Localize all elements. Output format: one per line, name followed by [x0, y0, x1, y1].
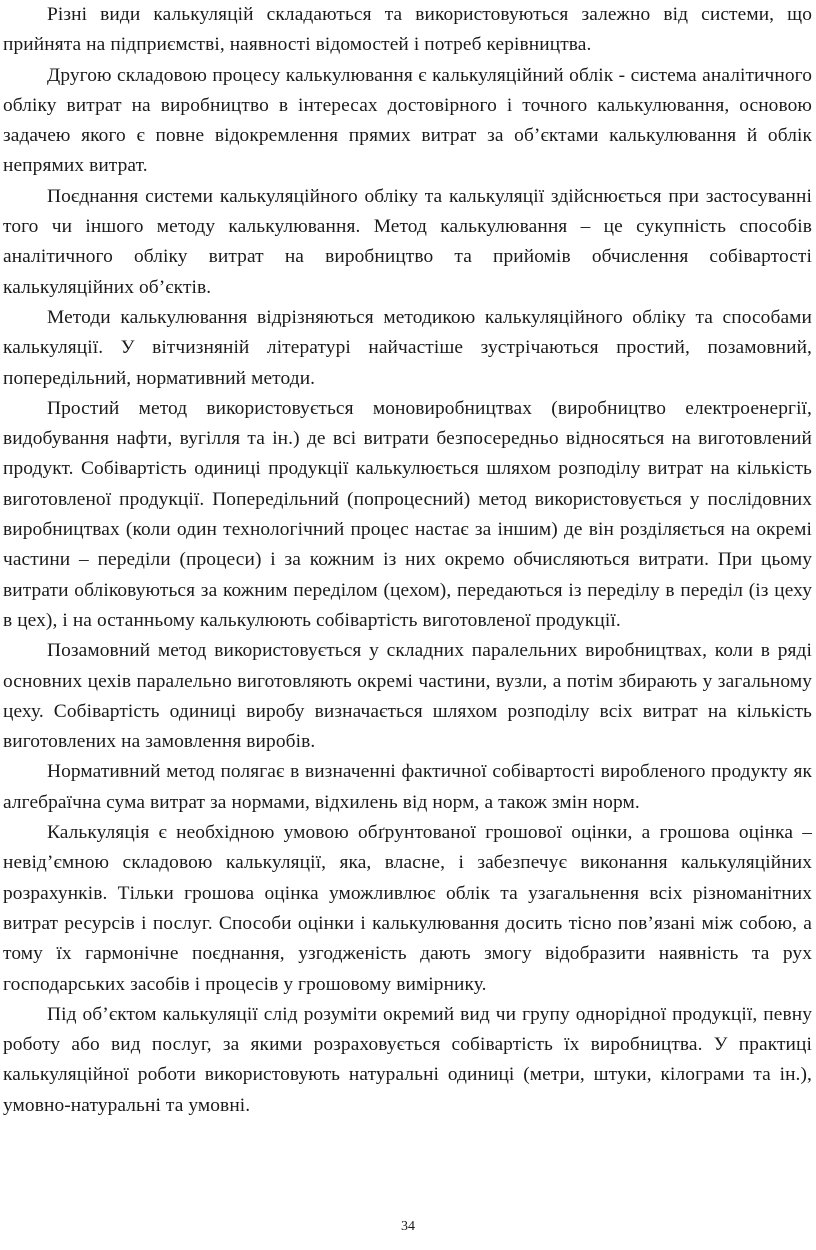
paragraph-methods-overview: Методи калькулювання відрізняються методикою калькуляційного обліку та способами калькуляції. У вітчизняній літературі найчастіше зустрічаються простий, позамовний, попередільний, нормативний методи. [3, 306, 812, 389]
body-text [3, 0, 812, 1121]
paragraph-costing-accounting: Другою складовою процесу калькулювання є калькуляційний облік - система аналітичного обліку витрат на виробництво в інтересах достовірного і точного калькулювання, основою задачею якого є повне відокремлення прямих витрат за об’єктами калькулювання й облік непрямих витрат. [3, 64, 812, 177]
paragraph-simple-and-process-methods: Простий метод використовується моновиробництвах (виробництво електроенергії, видобування нафти, вугілля та ін.) де всі витрати безпосередньо відносяться на виготовлений продукт. Собівартість одиниці продукції калькулюється шляхом розподілу витрат на кількість виготовленої продукції. Попередільний (попроцесний) метод використовується у послідовних виробництвах (коли один технологічний процес настає за іншим) де він розділяється на окремі частини – переділи (процеси) і за кожним із них окремо обчисляються витрати. При цьому витрати обліковуються за кожним переділом (цехом), передаються із переділу в переділ (із цеху в цех), і на останньому калькулюють собівартість виготовленої продукції. [3, 397, 812, 631]
paragraph-normative-method: Нормативний метод полягає в визначенні фактичної собівартості виробленого продукту як алгебраїчна сума витрат за нормами, відхилень від норм, а також змін норм. [3, 761, 812, 813]
paragraph-job-order-method: Позамовний метод використовується у складних паралельних виробництвах, коли в ряді основних цехів паралельно виготовляють окремі частини, вузли, а потім збирають у загальному цеху. Собівартість одиниці виробу визначається шляхом розподілу всіх витрат на кількість виготовлених на замовлення виробів. [3, 640, 812, 753]
paragraph-calculation-object: Під об’єктом калькуляції слід розуміти окремий вид чи групу однорідної продукції, певну роботу або вид послуг, за якими розраховується собівартість їх виробництва. У практиці калькуляційної роботи використовують натуральні одиниці (метри, штуки, кілограми та ін.), умовно-натуральні та умовні. [3, 1003, 812, 1116]
paragraph-costing-method-definition: Поєднання системи калькуляційного обліку та калькуляції здійснюється при застосуванні того чи іншого методу калькулювання. Метод калькулювання – це сукупність способів аналітичного обліку витрат на виробництво та прийомів обчислення собівартості калькуляційних об’єктів. [3, 185, 812, 298]
page-number: 34 [401, 1219, 415, 1234]
paragraph-monetary-valuation: Калькуляція є необхідною умовою обґрунтованої грошової оцінки, а грошова оцінка – невід’ємною складовою калькуляції, яка, власне, і забезпечує виконання калькуляційних розрахунків. Тільки грошова оцінка уможливлює облік та узагальнення всіх різноманітних витрат ресурсів і послуг. Способи оцінки і калькулювання досить тісно пов’язані між собою, а тому їх гармонічне поєднання, узгодженість дають змогу відобразити наявність та рух господарських засобів і процесів у грошовому вимірнику. [3, 822, 812, 995]
paragraph-calculation-types: Різні види калькуляцій складаються та використовуються залежно від системи, що прийнята на підприємстві, наявності відомостей і потреб керівництва. [3, 4, 812, 56]
